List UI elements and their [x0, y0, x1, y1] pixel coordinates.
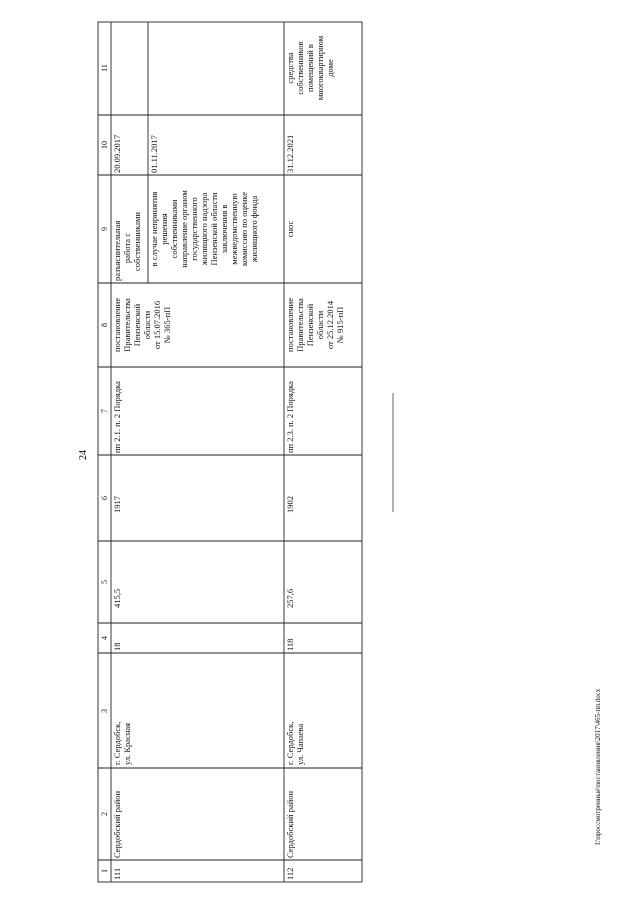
svg-text:области: области: [315, 310, 325, 340]
year-cell: 1917: [112, 496, 122, 513]
document-cell: [112, 298, 172, 352]
svg-text:средства: средства: [285, 52, 295, 84]
svg-text:постановление: постановление: [285, 298, 295, 352]
svg-text:№ 915-пП: № 915-пП: [335, 306, 345, 344]
svg-text:собственниками: собственниками: [132, 212, 142, 271]
measure-cell: снос: [285, 220, 295, 238]
row-number: 112: [285, 867, 295, 880]
column-number: 6: [100, 496, 109, 500]
svg-text:в случае непринятия: в случае непринятия: [149, 191, 159, 267]
district-cell: Сердобский район: [112, 790, 122, 858]
svg-text:Пензенской: Пензенской: [132, 303, 142, 347]
basis-cell: пп 2.3. п. 2 Порядка: [285, 381, 295, 453]
svg-text:работа с: работа с: [122, 233, 132, 263]
svg-text:доме: доме: [325, 59, 335, 77]
deadline-cell-b: 01.11.2017: [149, 135, 159, 173]
area-cell: 257,6: [285, 588, 295, 608]
svg-text:помещений в: помещений в: [305, 44, 315, 92]
measure-cell-a: [112, 212, 142, 281]
basis-cell: пп 2.1. п. 2 Порядка: [112, 381, 122, 453]
funding-source-cell: [285, 35, 335, 100]
svg-text:г. Сердобск,: г. Сердобск,: [285, 721, 295, 765]
column-number: 5: [100, 580, 109, 584]
deadline-cell: 31.12.2021: [285, 134, 295, 173]
document-cell: [285, 298, 345, 352]
svg-text:Пензенской: Пензенской: [305, 303, 315, 347]
column-number: 4: [100, 636, 109, 640]
page-number: 24: [78, 450, 89, 460]
svg-text:г. Сердобск,: г. Сердобск,: [112, 721, 122, 765]
svg-text:от 25.12.2014: от 25.12.2014: [325, 300, 335, 350]
area-cell: 415,5: [112, 588, 122, 608]
row-number: 111: [112, 867, 122, 880]
svg-text:заключения в: заключения в: [219, 204, 229, 254]
svg-text:собственников: собственников: [295, 41, 305, 95]
column-number: 9: [100, 227, 109, 231]
column-number: 11: [100, 64, 109, 72]
svg-text:области: области: [142, 310, 152, 340]
footer-file-path: I:\проссмотренные\постановления\2017\465-пп.docx: [594, 688, 602, 845]
svg-text:№ 365-пП: № 365-пП: [162, 306, 172, 344]
column-number: 1: [100, 869, 109, 873]
svg-text:жилищного надзора: жилищного надзора: [199, 192, 209, 266]
svg-text:ул. Чапаева: ул. Чапаева: [295, 723, 305, 765]
column-number: 10: [100, 141, 109, 149]
column-number-header: [100, 64, 109, 873]
table-row-112: [285, 35, 345, 880]
column-number: 8: [100, 323, 109, 327]
svg-text:постановление: постановление: [112, 298, 122, 352]
svg-text:ул. Красная: ул. Красная: [122, 722, 132, 765]
table-grid: [98, 22, 362, 882]
column-number: 3: [100, 709, 109, 713]
svg-text:Правительства: Правительства: [122, 298, 132, 352]
measure-cell-b: [149, 190, 259, 268]
deadline-cell-a: 20.09.2017: [112, 134, 122, 173]
column-number: 7: [100, 409, 109, 413]
svg-text:направление органом: направление органом: [179, 190, 189, 268]
svg-text:Пензенской области: Пензенской области: [209, 192, 219, 266]
svg-text:межведомственную: межведомственную: [229, 193, 239, 265]
svg-text:собственниками: собственниками: [169, 199, 179, 259]
svg-text:комиссию по оценке: комиссию по оценке: [239, 191, 249, 267]
address-cell: [112, 722, 132, 765]
svg-text:решения: решения: [159, 213, 169, 245]
house-number-cell: 118: [285, 638, 295, 651]
svg-text:многоквартирном: многоквартирном: [315, 35, 325, 101]
svg-text:жилищного фонда: жилищного фонда: [249, 195, 259, 263]
district-cell: Сердобский район: [285, 790, 295, 858]
address-cell: [285, 722, 305, 765]
svg-text:государственного: государственного: [189, 197, 199, 261]
column-number: 2: [100, 812, 109, 816]
svg-text:от 15.07.2016: от 15.07.2016: [152, 300, 162, 350]
house-number-cell: 18: [112, 642, 122, 651]
svg-text:разъяснительная: разъяснительная: [112, 220, 122, 281]
year-cell: 1902: [285, 496, 295, 513]
svg-text:Правительства: Правительства: [295, 298, 305, 352]
